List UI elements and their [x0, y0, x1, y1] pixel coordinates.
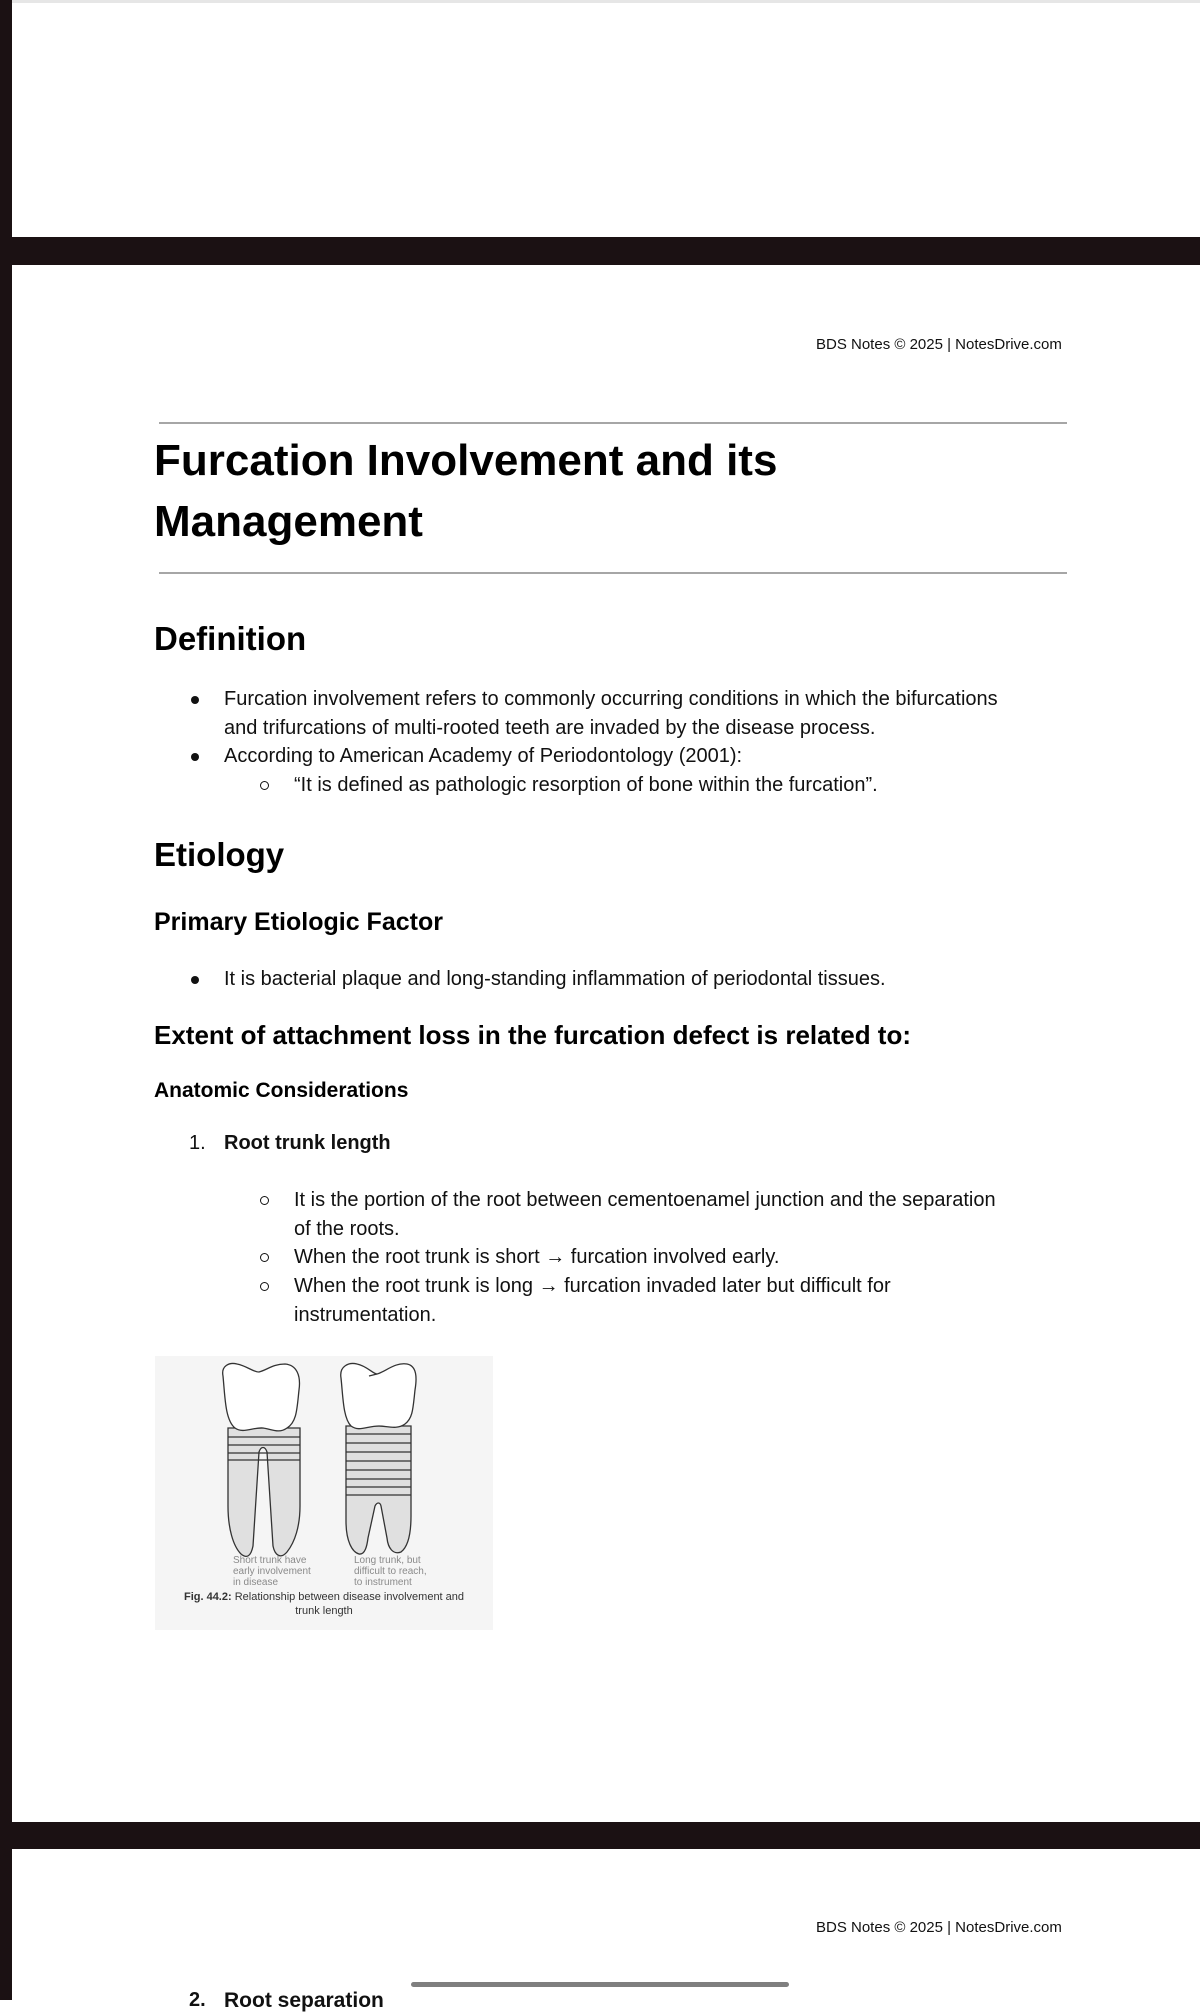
figure-label-line: in disease	[233, 1577, 279, 1588]
definition-heading: Definition	[154, 620, 307, 657]
numbered-item-number: 1.	[189, 1132, 206, 1154]
bullet-icon	[191, 696, 199, 704]
list-item-line: When the root trunk is long → furcation invaded later but difficult for	[294, 1275, 891, 1297]
page-title	[154, 430, 777, 552]
list-item-line: of the roots.	[294, 1218, 400, 1240]
sub-list-item	[294, 1186, 996, 1244]
figure-caption-line: trunk length	[295, 1605, 353, 1617]
bullet-icon	[191, 976, 199, 984]
list-item: According to American Academy of Periodontology (2001):	[224, 745, 743, 767]
numbered-item-label: Root separation	[224, 1989, 384, 2012]
list-item-line: and trifurcations of multi-rooted teeth are invaded by the disease process.	[224, 717, 876, 739]
tooth-illustration	[155, 1356, 493, 1630]
figure-label-left	[233, 1555, 311, 1588]
title-line-1: Furcation Involvement and its	[154, 436, 778, 485]
long-trunk-tooth	[341, 1364, 416, 1555]
figure-label-line: Short trunk have	[233, 1555, 307, 1566]
short-trunk-tooth	[223, 1364, 300, 1557]
figure-root-trunk	[155, 1356, 493, 1630]
figure-label-line: Long trunk, but	[354, 1555, 421, 1566]
figure-caption-line: Relationship between disease involvement and	[231, 1591, 465, 1603]
left-gutter	[0, 0, 12, 2000]
home-indicator[interactable]	[411, 1982, 789, 1987]
sub-bullet-icon	[260, 1282, 269, 1291]
numbered-item-label: Root trunk length	[224, 1132, 391, 1154]
page-separator	[0, 237, 1200, 265]
list-item-line: instrumentation.	[294, 1304, 437, 1326]
title-line-2: Management	[154, 497, 423, 546]
anatomic-heading: Anatomic Considerations	[154, 1079, 409, 1102]
numbered-item-number: 2.	[189, 1989, 206, 2011]
figure-caption	[155, 1590, 493, 1618]
page-header-watermark: BDS Notes © 2025 | NotesDrive.com	[816, 336, 1062, 353]
figure-label-line: early involvement	[233, 1566, 311, 1577]
figure-label-right	[354, 1555, 427, 1588]
primary-factor-heading: Primary Etiologic Factor	[154, 908, 443, 936]
sub-list-item: When the root trunk is short → furcation involved early.	[294, 1246, 780, 1268]
list-item-line: It is the portion of the root between cementoenamel junction and the separation	[294, 1189, 996, 1211]
list-item	[224, 685, 998, 743]
list-item: It is bacterial plaque and long-standing inflammation of periodontal tissues.	[224, 968, 886, 990]
sub-list-item: “It is defined as pathologic resorption of bone within the furcation”.	[294, 774, 878, 796]
title-rule-bottom	[159, 572, 1067, 574]
bullet-icon	[191, 753, 199, 761]
extent-heading: Extent of attachment loss in the furcation defect is related to:	[154, 1020, 912, 1050]
page-separator	[0, 1822, 1200, 1849]
sub-bullet-icon	[260, 781, 269, 790]
sub-bullet-icon	[260, 1253, 269, 1262]
sub-list-item	[294, 1272, 891, 1330]
sub-bullet-icon	[260, 1196, 269, 1205]
list-item-line: Furcation involvement refers to commonly occurring conditions in which the bifurcations	[224, 688, 998, 710]
page-header-watermark: BDS Notes © 2025 | NotesDrive.com	[816, 1919, 1062, 1936]
figure-label-line: to instrument	[354, 1577, 412, 1588]
figure-label-line: difficult to reach,	[354, 1566, 427, 1577]
etiology-heading: Etiology	[154, 836, 285, 873]
top-edge	[0, 0, 1200, 3]
title-rule-top	[159, 422, 1067, 424]
figure-number: Fig. 44.2:	[183, 1591, 232, 1603]
